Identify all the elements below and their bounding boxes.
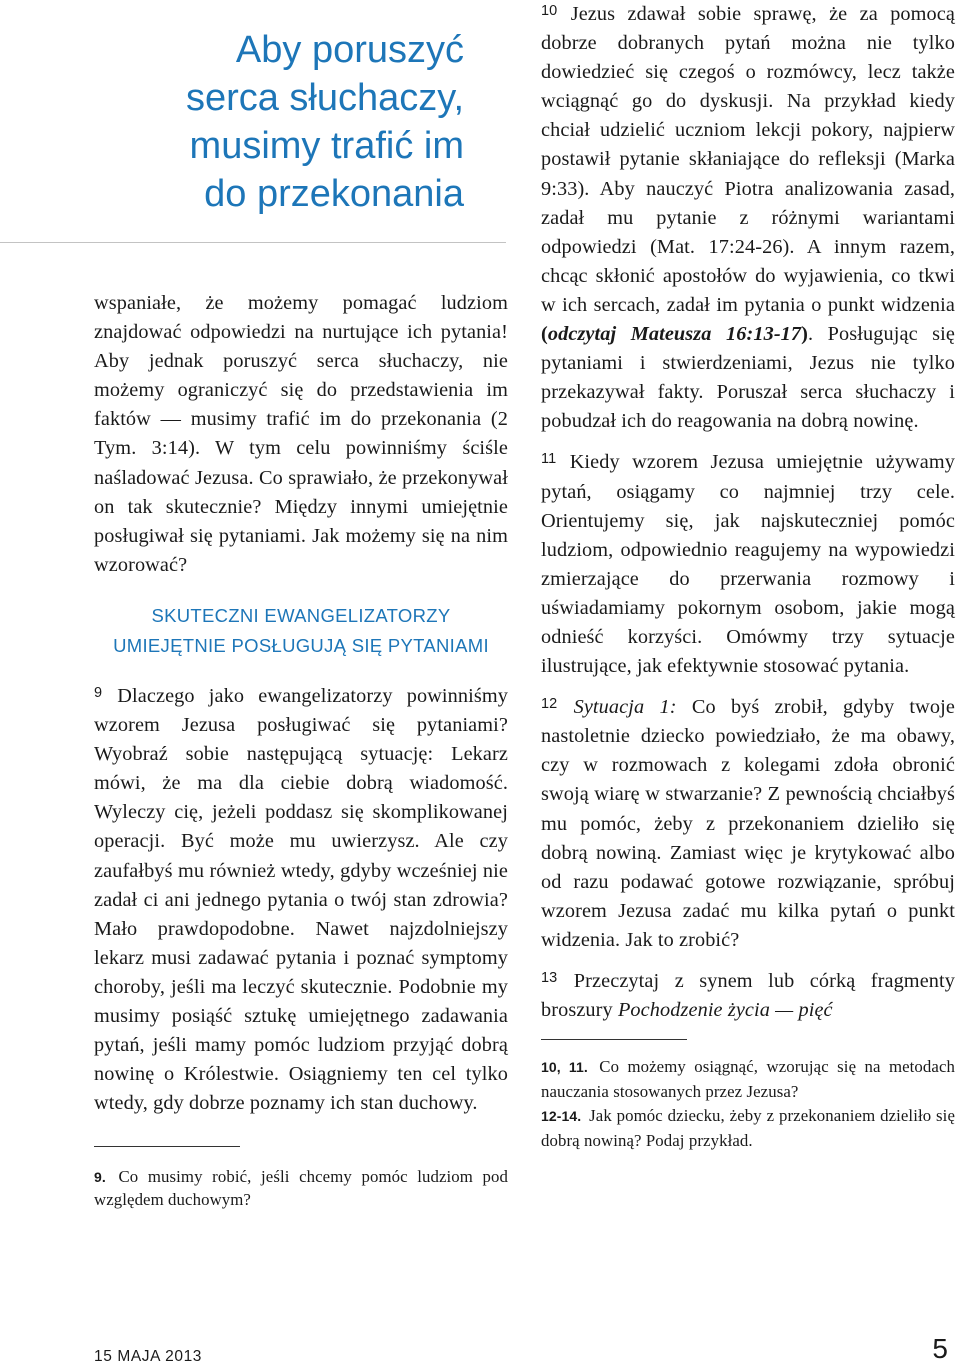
article-title (120, 26, 464, 218)
paragraph-text: Kiedy wzorem Jezusa umiejętnie używamy pytań, osiągamy co najmniej trzy cele. Orientujemy się, jak najskuteczniej pomóc ludziom, odpowiednio reagujemy na wypowiedzi zmierzające do przerwania rozmowy i uświadamiamy pokornym osobom, jakie mogą odnieść korzyści. Omówmy trzy sytuacje ilustrujące, jak efektywnie stosować pytania. (541, 451, 955, 678)
situation-label: Sytuacja 1: (573, 696, 677, 719)
paragraph-number: 11 (541, 451, 557, 468)
title-divider (0, 242, 506, 243)
left-column (94, 289, 508, 1211)
title-line: Aby poruszyć (235, 29, 464, 71)
paragraph-text: Przeczytaj z synem lub córką fragmenty broszury (541, 970, 956, 1022)
issue-date: 15 MAJA 2013 (94, 1348, 203, 1365)
footnote-divider (94, 1146, 240, 1147)
paragraph-12 (541, 690, 955, 955)
footnote-number: 10, 11. (541, 1059, 588, 1076)
brochure-title: Pochodzenie życia — pięć (617, 999, 833, 1022)
paragraph-number: 10 (541, 3, 558, 19)
ref-text: odczytaj Mateusza 16:13-17 (547, 323, 802, 346)
footnote-divider (541, 1039, 687, 1040)
ref-open: ( (541, 323, 548, 346)
section-subheading (94, 601, 508, 661)
subheading-line-2: UMIEJĘTNIE POSŁUGUJĄ SIĘ PYTANIAMI (113, 634, 489, 656)
footnote-12-14 (541, 1104, 955, 1153)
footnote-text: Jak pomóc dziecku, żeby z przekonaniem dzieliło się dobrą nowiną? Podaj przykład. (541, 1106, 955, 1150)
paragraph-text-continued: . Posługując się pytaniami i stwierdzeniami, Jezus nie tylko przekazywał fakty. Poruszał serca słuchaczy i pobudzał ich do reagowania na dobrą nowinę. (541, 323, 955, 433)
footnote-text: Co musimy robić, jeśli chcemy pomóc ludziom pod względem duchowym? (94, 1167, 508, 1209)
title-line: do przekonania (204, 173, 464, 215)
paragraph-number: 9 (94, 684, 103, 701)
paragraph-10 (541, 0, 955, 436)
footnote-number: 12-14. (541, 1108, 582, 1125)
right-column (541, 0, 955, 1153)
paragraph-number: 12 (541, 696, 558, 713)
title-line: serca słuchaczy, (185, 77, 464, 119)
paragraph-text: Dlaczego jako ewangelizatorzy powinniśmy wzorem Jezusa posługiwać się pytaniami? Wyobraź sobie następującą sytuację: Lekarz mówi, że ma dla ciebie dobrą wiadomość. Wyleczy cię, jeżeli poddasz się skomplikowanej operacji. Być może mu uwierzysz. Ale czy zaufałbyś mu również wtedy, gdyby wcześniej nie zadał ci ani jednego pytania o twój stan zdrowia? Mało prawdopodobne. Nawet najzdolniejszy lekarz musi zadawać pytania i poznać symptomy choroby, jeśli ma leczyć skutecznie. Podobnie my musimy posiąść sztukę umiejętnego zadawania pytań, jeśli mamy pomóc ludziom przyjąć dobrą nowinę o Królestwie. Osiągniemy ten cel tylko wtedy, gdy dobrze poznamy ich stan duchowy. (94, 684, 508, 1115)
paragraph-9 (94, 679, 508, 1118)
paragraph-text: Jezus zdawał sobie sprawę, że za pomocą dobrze dobranych pytań można nie tylko dowiedzieć się czegoś o rozmówcy, lecz także wciągnąć go do dyskusji. Na przykład kiedy chciał udzielić uczniom lekcji pokory, najpierw postawił pytanie skłaniające do refleksji (Marka 9:33). Aby nauczyć Piotra analizowania zasad, zadał mu pytanie z różnymi wariantami odpowiedzi (Mat. 17:24-26). A innym razem, chcąc skłonić apostołów do wyjawienia, co tkwi w ich sercach, zadał im pytania o punkt widzenia (541, 3, 955, 316)
paragraph-text: Co byś zrobił, gdyby twoje nastoletnie dziecko powiedziało, że ma obawy, czy w rozmowach z kolegami zdoła obronić swoją wiarę w stwarzanie? Z pewnością chciałbyś mu pomóc, żeby z przekonaniem dzieliło się dobrą nowiną. Zamiast więc je krytykować albo od razu podawać gotowe rozwiązanie, spróbuj wzorem Jezusa zadać mu kilka pytań o punkt widzenia. Jak to zrobić? (541, 696, 955, 951)
footnote-text: Co możemy osiągnąć, wzorując się na metodach nauczania stosowanych przez Jezusa? (541, 1057, 956, 1101)
scripture-reference (541, 323, 808, 345)
footnote-9 (94, 1166, 508, 1211)
paragraph-13 (541, 964, 955, 1025)
intro-paragraph: wspaniałe, że możemy pomagać ludziom znajdować odpowiedzi na nurtujące ich pytania! Aby jednak poruszyć serca słuchaczy, nie możemy ograniczyć się do przedstawienia im faktów — musimy trafić im do przekonania (2 Tym. 3:14). W tym celu powinniśmy ściśle naśladować Jezusa. Co sprawiało, że przekonywał on tak skutecznie? Między innymi umiejętnie posługiwał się pytaniami. Jak możemy się na nim wzorować? (94, 292, 508, 576)
title-line: musimy trafić im (189, 125, 464, 167)
paragraph-number: 13 (541, 970, 558, 986)
footnote-10-11 (541, 1055, 955, 1104)
footnote-number: 9. (94, 1169, 106, 1186)
page-number: 5 (932, 1333, 948, 1364)
ref-close: ) (801, 323, 809, 346)
subheading-line-1: SKUTECZNI EWANGELIZATORZY (151, 604, 451, 626)
paragraph-11 (541, 445, 955, 681)
